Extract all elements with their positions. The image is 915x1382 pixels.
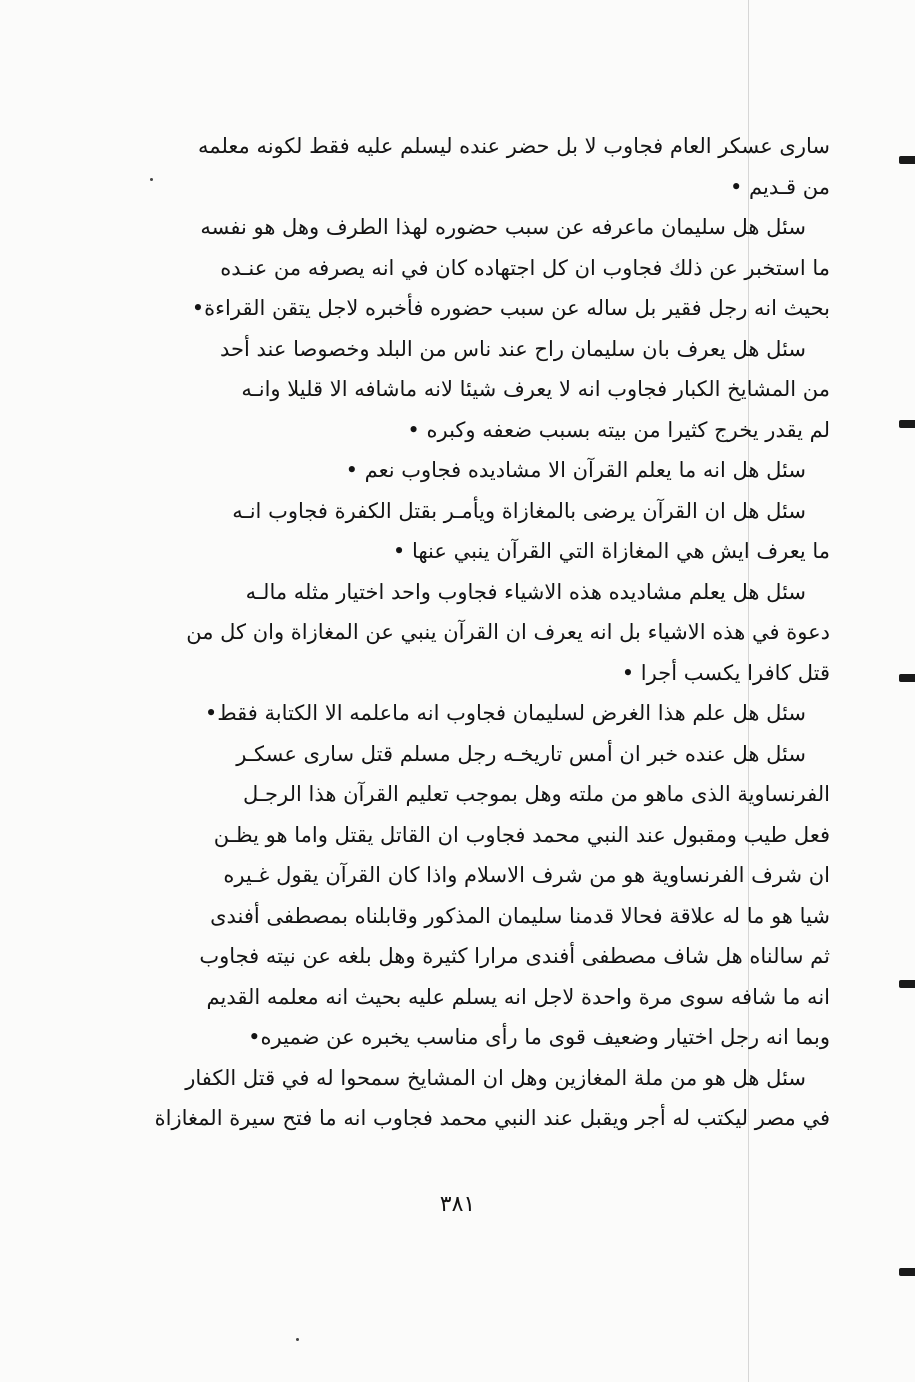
text-line: بحيث انه رجل فقير بل ساله عن سبب حضوره فأخبره لاجل يتقن القراءة•	[191, 296, 830, 320]
text-line: ثم سالناه هل شاف مصطفى أفندی مرارا كثيرة وهل بلغه عن نيته فجاوب	[199, 944, 830, 968]
text-line: ان شرف الفرنساوية هو من شرف الاسلام واذا كان القرآن يقول غـيره	[223, 863, 830, 887]
text-line: سئل هل عنده خبر ان أمس تاريخـه رجل مسلم قتل ساری عسكـر	[236, 741, 806, 766]
text-line: وبما انه رجل اختيار وضعيف قوى ما رأى مناسب يخبره عن ضميره•	[248, 1025, 830, 1049]
text-line: قتل كافرا يكسب أجرا •	[621, 660, 830, 685]
text-line: ساری عسكر العام فجاوب لا بل حضر عنده ليسلم عليه فقط لكونه معلمه	[198, 134, 830, 158]
text-line: الفرنساوية الذی ماهو من ملته وهل بموجب تعليم القرآن هذا الرجـل	[243, 782, 830, 806]
text-line: سئل هل ان القرآن يرضى بالمغازاة ويأمـر بقتل الكفرة فجاوب انـه	[232, 498, 806, 523]
text-line: لم يقدر يخرج كثيرا من بيته بسبب ضعفه وكبره •	[407, 417, 830, 442]
binding-edge-mark	[899, 980, 915, 988]
text-line: انه ما شافه سوى مرة واحدة لاجل انه يسلم عليه بحيث انه معلمه القديم	[206, 984, 830, 1009]
page-number: ٣٨١	[439, 1192, 476, 1217]
text-line: سئل هل هو من ملة المغازين وهل ان المشايخ سمحوا له في قتل الكفار	[185, 1065, 806, 1090]
text-line: شيا هو ما له علاقة فحالا قدمنا سليمان المذكور وقابلناه بمصطفى أفندی	[210, 903, 830, 928]
text-line: في مصر ليكتب له أجر ويقبل عند النبي محمد فجاوب انه ما فتح سيرة المغازاة	[154, 1106, 830, 1130]
text-line: دعوة في هذه الاشياء بل انه يعرف ان القرآن ينبي عن المغازاة وان كل من	[186, 620, 830, 644]
text-line: سئل هل يعرف بان سليمان راح عند ناس من البلد وخصوصا عند أحد	[220, 336, 806, 361]
text-line: سئل هل علم هذا الغرض لسليمان فجاوب انه ماعلمه الا الكتابة فقط•	[204, 701, 806, 725]
text-line: من المشايخ الكبار فجاوب انه لا يعرف شيئا لانه ماشافه الا قليلا وانـه	[241, 377, 830, 401]
text-line: من قـديم •	[729, 174, 830, 199]
text-line: سئل هل يعلم مشاديده هذه الاشياء فجاوب واحد اختيار مثله مالـه	[245, 579, 806, 604]
text-line: سئل هل سليمان ماعرفه عن سبب حضوره لهذا الطرف وهل هو نفسه	[200, 215, 806, 239]
scan-speck	[150, 178, 153, 181]
scan-speck	[296, 1338, 299, 1341]
text-line: ما استخبر عن ذلك فجاوب ان كل اجتهاده كان في انه يصرفه من عنـده	[220, 255, 830, 280]
text-line: سئل هل انه ما يعلم القرآن الا مشاديده فجاوب نعم •	[345, 458, 806, 482]
binding-edge-mark	[899, 156, 915, 164]
binding-edge-mark	[899, 1268, 915, 1276]
text-line: ما يعرف ايش هي المغازاة التي القرآن ينبي عنها •	[392, 539, 830, 563]
text-line: فعل طيب ومقبول عند النبي محمد فجاوب ان القاتل يقتل واما هو يظـن	[213, 822, 830, 847]
binding-edge-mark	[899, 674, 915, 682]
body-text	[110, 126, 830, 1139]
binding-edge-mark	[899, 420, 915, 428]
